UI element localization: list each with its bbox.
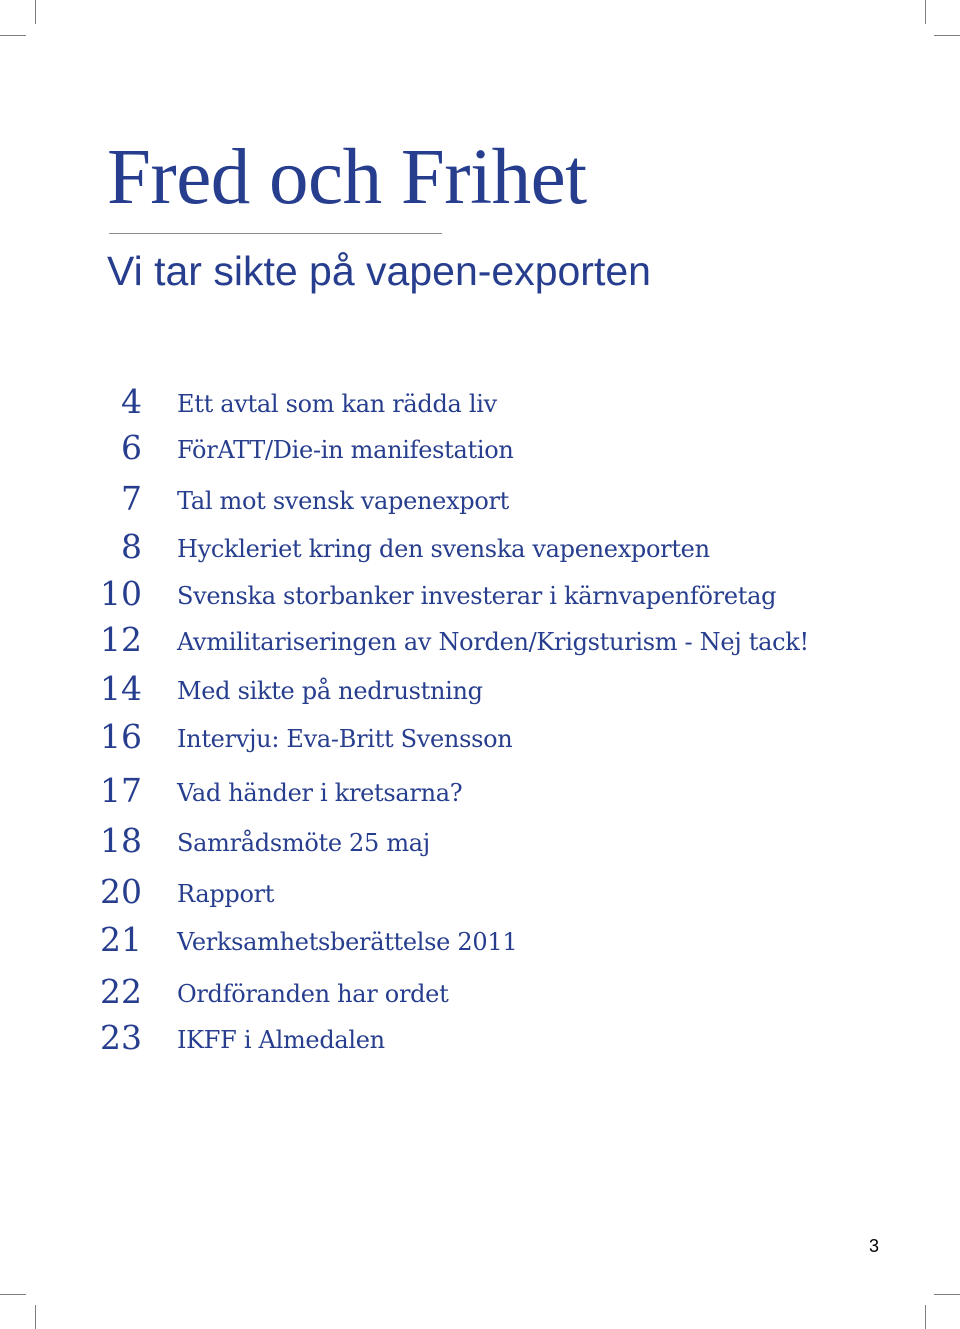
toc-page-number: 22 xyxy=(100,972,142,1011)
toc-page-number: 20 xyxy=(100,872,142,911)
toc-item[interactable] xyxy=(0,765,960,811)
toc-page-number: 14 xyxy=(100,669,142,708)
toc-page-number: 23 xyxy=(100,1018,142,1057)
toc-item[interactable] xyxy=(0,914,960,960)
toc-item[interactable] xyxy=(0,1012,960,1058)
crop-mark-bottom-right-h xyxy=(934,1294,960,1295)
crop-mark-bottom-left xyxy=(35,1305,36,1329)
toc-item-title: Vad händer i kretsarna? xyxy=(177,779,463,807)
toc-item-title: Svenska storbanker investerar i kärnvapenföretag xyxy=(177,582,777,610)
toc-item-title: Ordföranden har ordet xyxy=(177,980,449,1008)
title-rule xyxy=(109,233,442,234)
toc-page-number: 10 xyxy=(100,574,142,613)
toc-page-number: 18 xyxy=(100,821,142,860)
crop-mark-bottom-left-h xyxy=(0,1294,26,1295)
toc-item-title: Tal mot svensk vapenexport xyxy=(177,487,510,515)
toc-item[interactable] xyxy=(0,473,960,519)
toc-page-number: 6 xyxy=(121,428,142,467)
toc-item-title: Samrådsmöte 25 maj xyxy=(177,829,430,857)
toc-item[interactable] xyxy=(0,422,960,468)
page-title: Fred och Frihet xyxy=(107,134,587,221)
crop-mark-top-right xyxy=(925,0,926,24)
toc-item[interactable] xyxy=(0,663,960,709)
toc-item[interactable] xyxy=(0,568,960,614)
toc-page-number: 21 xyxy=(100,920,142,959)
toc-page-number: 12 xyxy=(100,620,142,659)
toc-item-title: IKFF i Almedalen xyxy=(177,1026,385,1054)
toc-item[interactable] xyxy=(0,711,960,757)
page-number: 3 xyxy=(868,1236,879,1256)
toc-item[interactable] xyxy=(0,521,960,567)
toc-item-title: Hyckleriet kring den svenska vapenexporten xyxy=(177,535,710,563)
toc-page-number: 8 xyxy=(121,527,142,566)
toc-item-title: Verksamhetsberättelse 2011 xyxy=(177,928,518,956)
crop-mark-top-right-h xyxy=(934,35,960,36)
toc-page-number: 4 xyxy=(121,382,142,421)
toc-item[interactable] xyxy=(0,866,960,912)
toc-item-title: Med sikte på nedrustning xyxy=(177,677,483,705)
toc-item-title: Intervju: Eva-Britt Svensson xyxy=(177,725,513,753)
toc-item-title: Ett avtal som kan rädda liv xyxy=(177,390,497,418)
toc-page-number: 16 xyxy=(100,717,142,756)
crop-mark-top-left xyxy=(35,0,36,24)
crop-mark-bottom-right xyxy=(925,1305,926,1329)
toc-item[interactable] xyxy=(0,815,960,861)
toc-page-number: 17 xyxy=(100,771,142,810)
toc-item[interactable] xyxy=(0,966,960,1012)
toc-item-title: Avmilitariseringen av Norden/Krigsturism - Nej tack! xyxy=(177,628,809,656)
toc-item[interactable] xyxy=(0,376,960,422)
toc-item-title: Rapport xyxy=(177,880,275,908)
toc-item-title: FörATT/Die-in manifestation xyxy=(177,436,514,464)
toc-item[interactable] xyxy=(0,614,960,660)
crop-mark-top-left-h xyxy=(0,35,26,36)
toc-page-number: 7 xyxy=(121,479,142,518)
page-subtitle: Vi tar sikte på vapen-exporten xyxy=(107,248,651,294)
